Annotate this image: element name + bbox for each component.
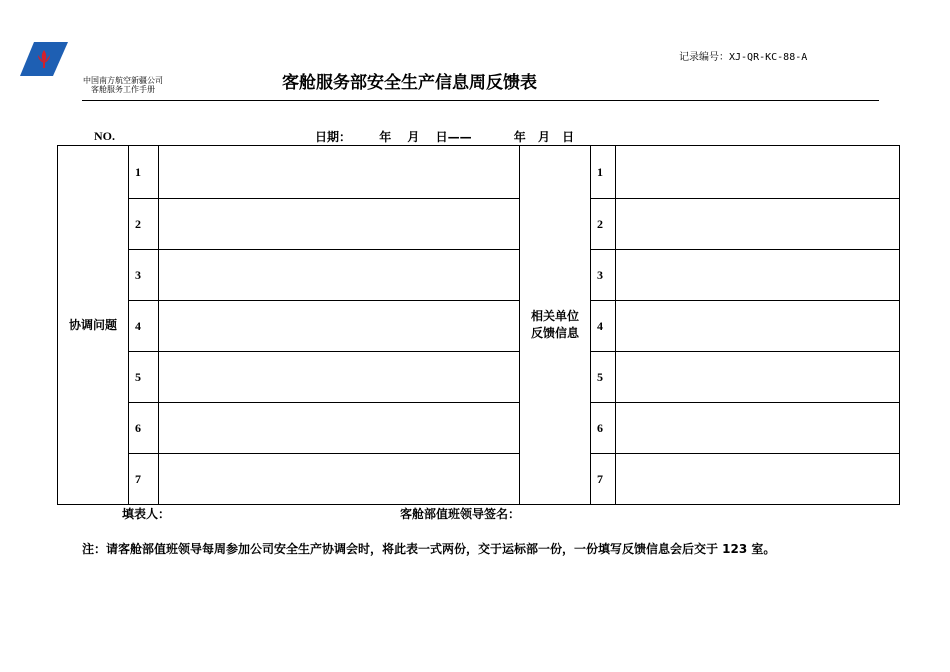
left-row-number: 4 (129, 301, 159, 352)
left-entry-cell[interactable] (159, 250, 520, 301)
date-year-2: 年 (513, 130, 526, 144)
feedback-info-label: 相关单位反馈信息 (520, 146, 591, 505)
left-row-number: 1 (129, 146, 159, 199)
right-entry-cell[interactable] (616, 403, 900, 454)
left-row-number: 2 (129, 199, 159, 250)
date-label: 日期： (315, 130, 352, 144)
table-row (58, 352, 900, 403)
right-entry-cell[interactable] (616, 352, 900, 403)
right-entry-cell[interactable] (616, 250, 900, 301)
left-entry-cell[interactable] (159, 352, 520, 403)
date-day-1: 日—— (435, 130, 472, 144)
left-row-number: 5 (129, 352, 159, 403)
left-entry-cell[interactable] (159, 146, 520, 199)
feedback-table (57, 145, 900, 505)
right-row-number: 1 (591, 146, 616, 199)
record-number: 记录编号：XJ-QR-KC-88-A (679, 52, 808, 63)
company-line-2: 客舱服务工作手册 (91, 85, 155, 94)
left-entry-cell[interactable] (159, 454, 520, 505)
right-entry-cell[interactable] (616, 301, 900, 352)
header-divider (82, 100, 879, 101)
right-entry-cell[interactable] (616, 454, 900, 505)
right-row-number: 4 (591, 301, 616, 352)
left-entry-cell[interactable] (159, 199, 520, 250)
left-entry-cell[interactable] (159, 301, 520, 352)
left-row-number: 3 (129, 250, 159, 301)
footnote: 注：请客舱部值班领导每周参加公司安全生产协调会时，将此表一式两份，交于运标部一份，一份填写反馈信息会后交于 123 室。 (82, 542, 776, 556)
left-row-number: 6 (129, 403, 159, 454)
left-entry-cell[interactable] (159, 403, 520, 454)
table-row (58, 146, 900, 199)
table-row (58, 301, 900, 352)
coordination-issues-label: 协调问题 (58, 146, 129, 505)
right-row-number: 5 (591, 352, 616, 403)
right-entry-cell[interactable] (616, 199, 900, 250)
right-entry-cell[interactable] (616, 146, 900, 199)
table-row (58, 454, 900, 505)
date-month-2: 月 (537, 130, 550, 144)
right-row-number: 6 (591, 403, 616, 454)
left-row-number: 7 (129, 454, 159, 505)
company-line-1: 中国南方航空新疆公司 (83, 76, 163, 85)
date-month-1: 月 (407, 130, 420, 144)
table-row (58, 403, 900, 454)
right-row-number: 7 (591, 454, 616, 505)
date-day-2: 日 (562, 130, 575, 144)
table-row (58, 199, 900, 250)
table-row (58, 250, 900, 301)
form-title: 客舱服务部安全生产信息周反馈表 (282, 73, 537, 93)
right-row-number: 3 (591, 250, 616, 301)
date-year-1: 年 (379, 130, 392, 144)
right-row-number: 2 (591, 199, 616, 250)
airline-logo (20, 42, 68, 76)
form-filler-label: 填表人： (122, 507, 171, 521)
duty-leader-signature-label: 客舱部值班领导签名： (400, 507, 521, 521)
company-name (83, 76, 163, 94)
no-label: NO. (94, 129, 115, 143)
date-range (315, 128, 574, 145)
